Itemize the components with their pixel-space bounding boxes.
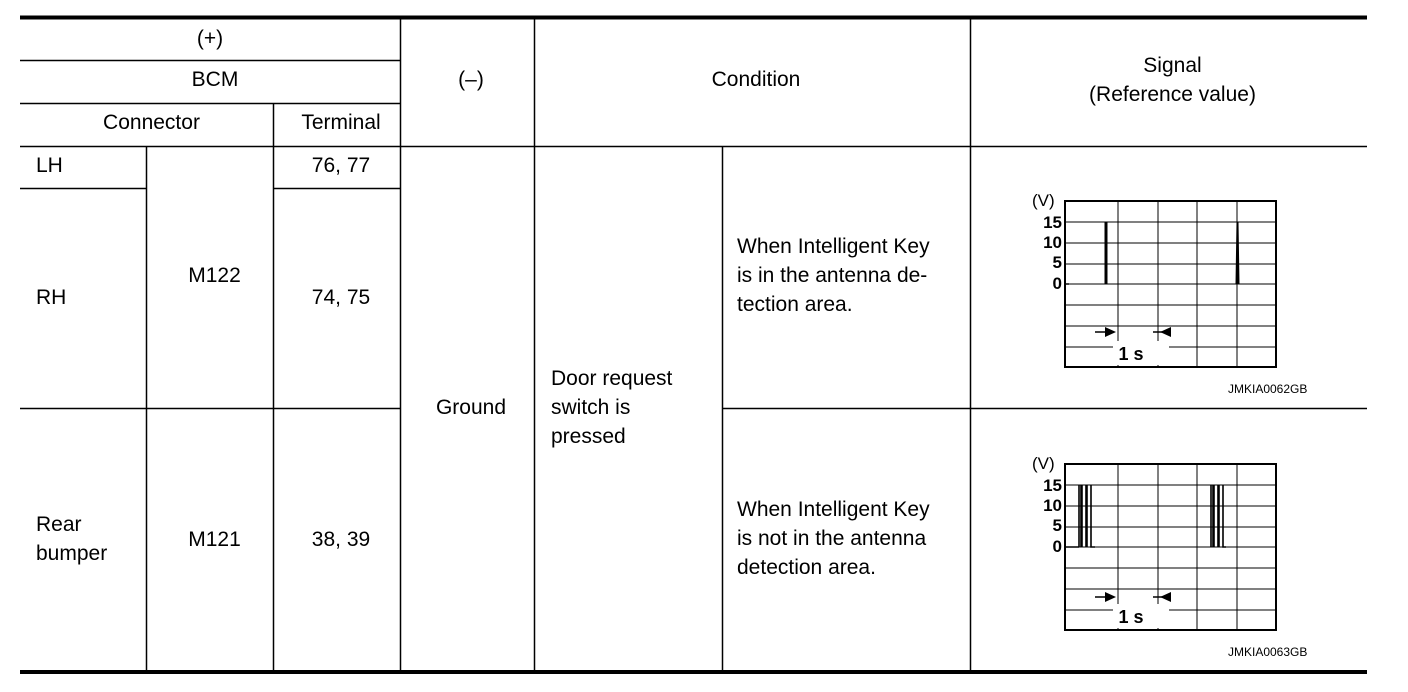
header-condition: Condition <box>711 68 801 91</box>
front-connector: M122 <box>188 264 241 287</box>
scope-1-ref-code: JMKIA0062GB <box>1228 382 1308 396</box>
condition-cell <box>551 364 672 451</box>
row-lh-terminal: 76, 77 <box>311 154 371 177</box>
condition-line2: switch is <box>551 396 631 419</box>
not-in-area-line3: detection area. <box>737 556 876 579</box>
oscilloscope-waveform-2 <box>1025 452 1305 642</box>
row-rear-label <box>36 510 107 568</box>
header-bcm: BCM <box>191 68 239 91</box>
rear-connector: M121 <box>188 528 241 551</box>
scope-2-time-label: 1 s <box>1118 607 1144 627</box>
scope-2-tick-10: 10 <box>1043 496 1062 515</box>
header-minus: (–) <box>458 68 484 91</box>
in-area-line3: tection area. <box>737 293 853 316</box>
header-signal-line1: Signal <box>1143 54 1202 77</box>
in-area-line2: is in the antenna de- <box>737 264 928 287</box>
header-connector: Connector <box>103 111 200 134</box>
scope-1-tick-15: 15 <box>1043 213 1062 232</box>
scope-1-tick-0: 0 <box>1052 274 1062 293</box>
row-lh-label: LH <box>36 154 63 177</box>
row-rear-label-line2: bumper <box>36 542 108 565</box>
scope-1-unit: (V) <box>1032 191 1055 210</box>
condition-line3: pressed <box>551 425 626 448</box>
scope-2-tick-0: 0 <box>1052 537 1062 556</box>
not-in-area-line1: When Intelligent Key <box>737 498 930 521</box>
scope-2-unit: (V) <box>1032 454 1055 473</box>
header-plus: (+) <box>196 27 224 50</box>
scope-1-tick-5: 5 <box>1052 253 1062 272</box>
row-rear-terminal: 38, 39 <box>311 528 371 551</box>
scope-1-tick-10: 10 <box>1043 233 1062 252</box>
not-in-area-cell <box>737 495 930 582</box>
header-terminal: Terminal <box>301 111 381 134</box>
scope-1-time-label: 1 s <box>1118 344 1144 364</box>
scope-2-tick-5: 5 <box>1052 516 1062 535</box>
row-rh-label: RH <box>36 286 67 309</box>
header-signal <box>970 51 1375 109</box>
scope-2-ref-code: JMKIA0063GB <box>1228 645 1308 659</box>
oscilloscope-waveform-1 <box>1025 189 1305 379</box>
row-rear-label-line1: Rear <box>36 513 82 536</box>
in-area-cell <box>737 232 930 319</box>
row-rh-terminal: 74, 75 <box>311 286 371 309</box>
not-in-area-line2: is not in the antenna <box>737 527 927 550</box>
condition-line1: Door request <box>551 367 673 390</box>
scope-2-tick-15: 15 <box>1043 476 1062 495</box>
ground-cell: Ground <box>435 396 507 419</box>
in-area-line1: When Intelligent Key <box>737 235 930 258</box>
header-signal-line2: (Reference value) <box>1089 83 1256 106</box>
